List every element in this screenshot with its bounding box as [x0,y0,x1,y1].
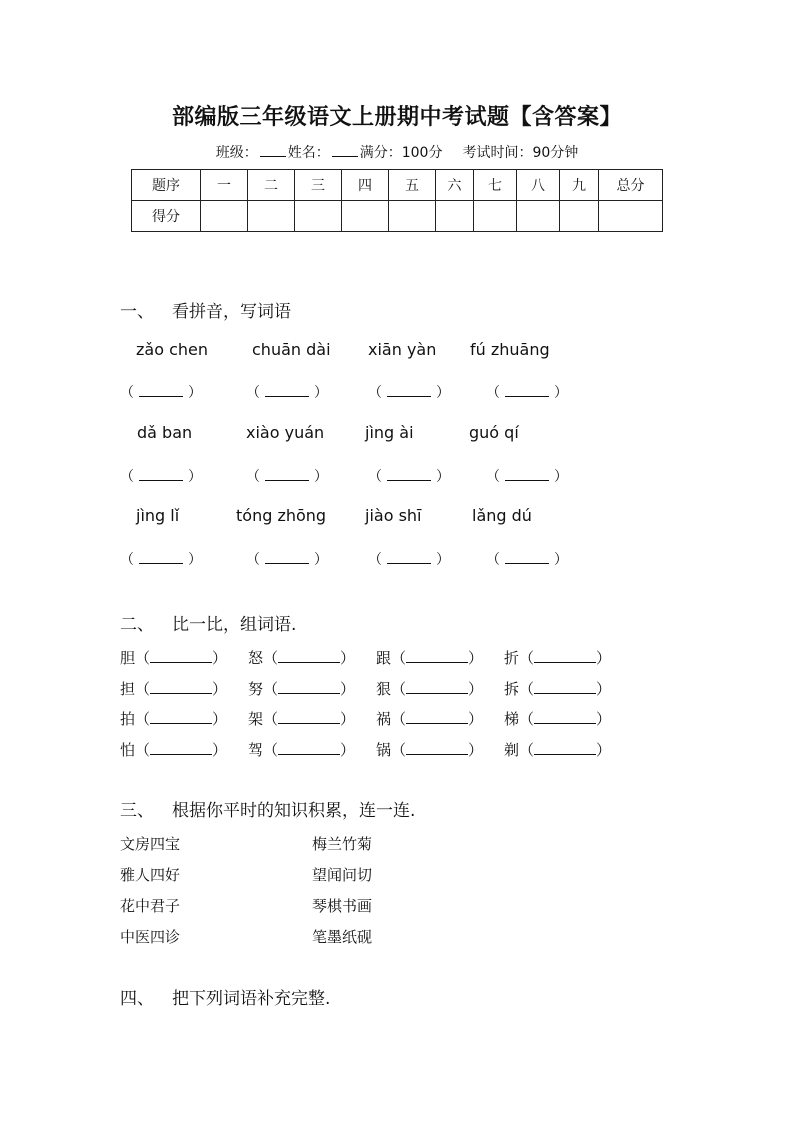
full-score: 满分：100分 [359,145,443,161]
score-cell[interactable] [474,201,517,232]
pinyin-item: chuān dài [252,340,331,359]
answer-blank[interactable]: （ ） [120,469,202,485]
match-left-item[interactable]: 雅人四好 [120,866,181,884]
answer-blank[interactable]: （ ） [246,385,328,401]
section-number: 四、 [120,989,154,1009]
section-title: 把下列词语补充完整. [172,989,331,1009]
match-left-item[interactable]: 文房四宝 [120,835,181,853]
match-right-item[interactable]: 梅兰竹菊 [312,835,373,853]
name-label: 姓名： [287,145,330,161]
header-cell: 六 [436,170,474,201]
compare-item[interactable]: 狠（ ） [376,680,484,698]
match-left-item[interactable]: 花中君子 [120,897,181,915]
pinyin-item: guó qí [469,423,519,442]
section-number: 一、 [120,302,154,322]
header-cell: 七 [474,170,517,201]
pinyin-item: jìng ài [365,423,414,442]
answer-blank[interactable]: （ ） [486,552,568,568]
header-cell: 二 [248,170,295,201]
header-cell: 九 [560,170,599,201]
header-cell: 三 [295,170,342,201]
compare-item[interactable]: 拍（ ） [120,710,228,728]
pinyin-item: jiào shī [365,506,422,525]
header-cell: 八 [517,170,560,201]
score-row-label: 得分 [132,201,201,232]
compare-item[interactable]: 梯（ ） [504,710,612,728]
compare-item[interactable]: 祸（ ） [376,710,484,728]
pinyin-item: xiān yàn [368,340,437,359]
section-3-heading [120,796,415,821]
header-cell: 一 [201,170,248,201]
answer-blank[interactable]: （ ） [368,469,450,485]
compare-item[interactable]: 拆（ ） [504,680,612,698]
pinyin-item: dǎ ban [137,423,193,442]
section-number: 三、 [120,801,154,821]
compare-item[interactable]: 剃（ ） [504,741,612,759]
answer-blank[interactable]: （ ） [486,469,568,485]
answer-blank[interactable]: （ ） [368,385,450,401]
score-cell[interactable] [560,201,599,232]
answer-blank[interactable]: （ ） [486,385,568,401]
name-blank[interactable] [332,142,358,157]
compare-item[interactable]: 驾（ ） [248,741,356,759]
compare-item[interactable]: 锅（ ） [376,741,484,759]
class-blank[interactable] [260,142,286,157]
score-cell[interactable] [248,201,295,232]
pinyin-item: xiào yuán [246,423,325,442]
match-right-item[interactable]: 笔墨纸砚 [312,928,373,946]
compare-item[interactable]: 胆（ ） [120,649,228,667]
page-title: 部编版三年级语文上册期中考试题【含答案】 [171,104,622,130]
section-title: 比一比，组词语. [172,615,297,635]
pinyin-item: fú zhuāng [470,340,550,359]
match-right-item[interactable]: 望闻问切 [312,866,373,884]
score-cell[interactable] [436,201,474,232]
class-label: 班级： [215,145,258,161]
score-cell[interactable] [599,201,663,232]
answer-blank[interactable]: （ ） [120,552,202,568]
compare-item[interactable]: 担（ ） [120,680,228,698]
section-4-heading [120,984,330,1009]
exam-time: 考试时间：90分钟 [462,145,579,161]
compare-item[interactable]: 架（ ） [248,710,356,728]
answer-blank[interactable]: （ ） [368,552,450,568]
score-cell[interactable] [342,201,389,232]
pinyin-item: tóng zhōng [236,506,327,525]
score-cell[interactable] [295,201,342,232]
compare-item[interactable]: 努（ ） [248,680,356,698]
match-right-item[interactable]: 琴棋书画 [312,897,373,915]
header-cell: 总分 [599,170,663,201]
compare-item[interactable]: 跟（ ） [376,649,484,667]
header-cell: 四 [342,170,389,201]
score-table-header-row [132,170,663,201]
section-number: 二、 [120,615,154,635]
header-cell: 五 [389,170,436,201]
answer-blank[interactable]: （ ） [120,385,202,401]
compare-item[interactable]: 怕（ ） [120,741,228,759]
answer-blank[interactable]: （ ） [246,552,328,568]
section-title: 看拼音，写词语 [172,302,291,322]
score-table-score-row [132,201,663,232]
header-cell: 题序 [132,170,201,201]
compare-item[interactable]: 怒（ ） [248,649,356,667]
score-cell[interactable] [389,201,436,232]
pinyin-item: lǎng dú [472,506,532,525]
match-left-item[interactable]: 中医四诊 [120,928,181,946]
score-cell[interactable] [517,201,560,232]
compare-item[interactable]: 折（ ） [504,649,612,667]
pinyin-item: zǎo chen [136,340,208,359]
section-2-heading [120,610,296,635]
exam-info-line [0,142,794,162]
score-table [131,169,663,232]
score-cell[interactable] [201,201,248,232]
section-1-heading [120,297,291,322]
section-title: 根据你平时的知识积累，连一连. [172,801,416,821]
pinyin-item: jìng lǐ [136,506,180,525]
answer-blank[interactable]: （ ） [246,469,328,485]
